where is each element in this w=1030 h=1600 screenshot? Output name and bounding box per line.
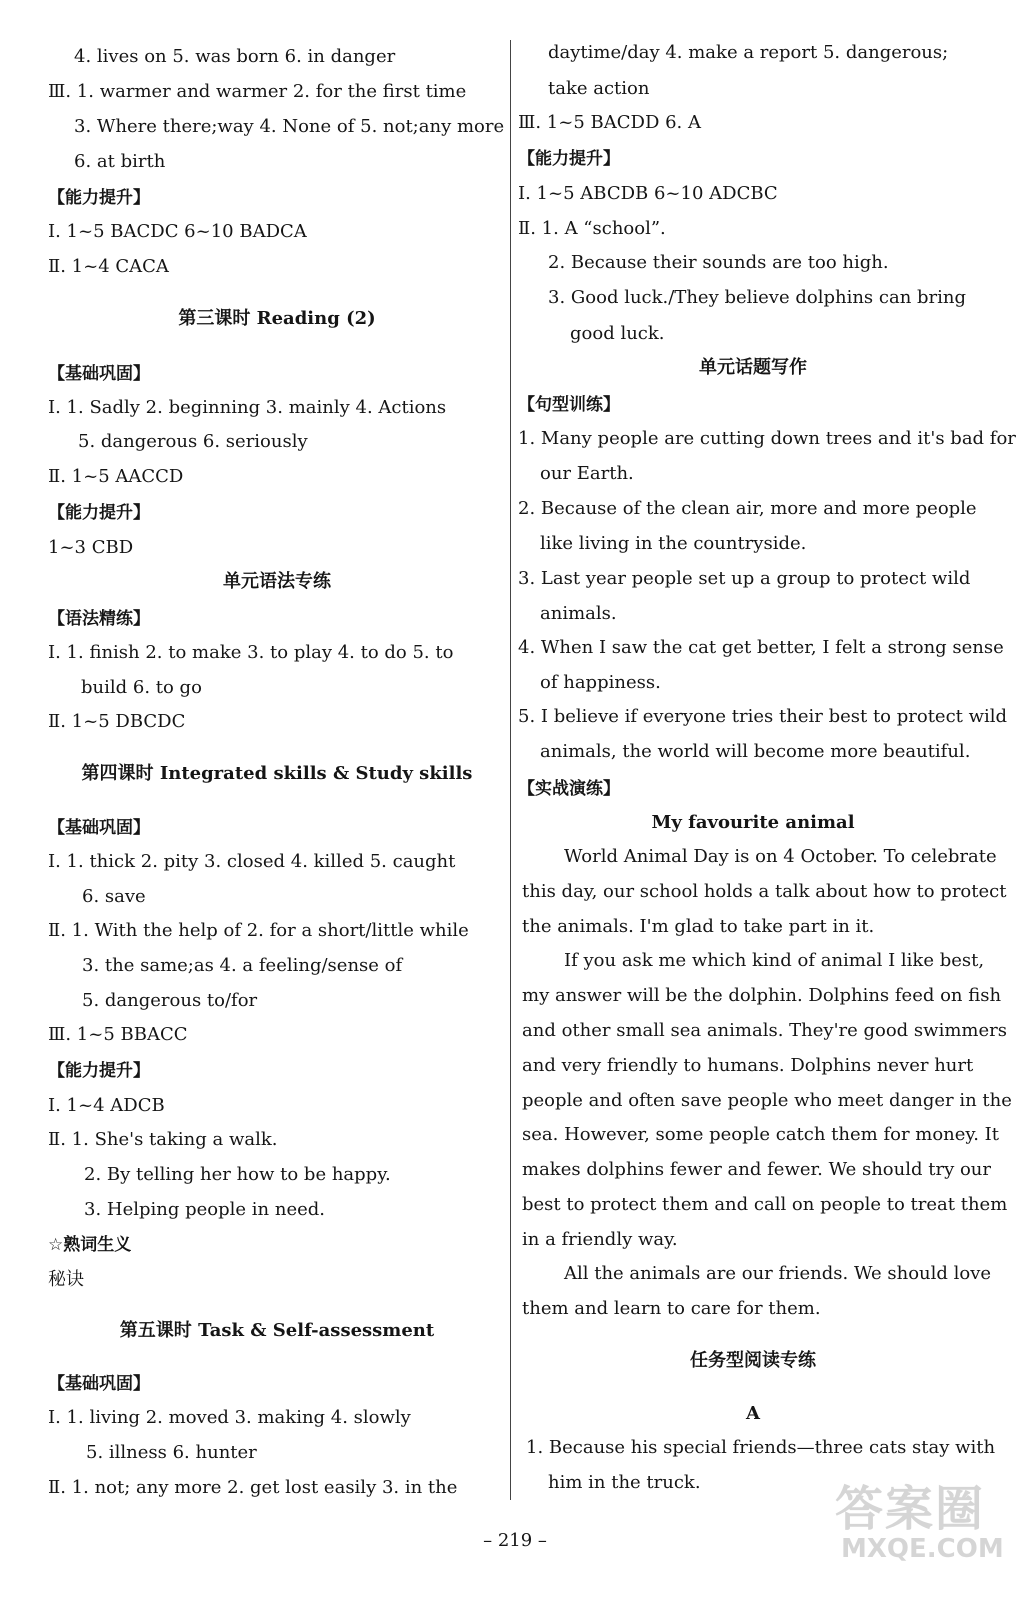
text-line: Ⅱ. 1. With the help of 2. for a short/little while: [48, 920, 469, 941]
text-line: 【语法精练】: [48, 609, 150, 629]
text-line: makes dolphins fewer and fewer. We should try our: [522, 1159, 992, 1180]
text-line: 3. Last year people set up a group to protect wild: [518, 568, 971, 589]
text-line: of happiness.: [540, 672, 661, 693]
text-line: 第五课时 Task & Self-assessment: [119, 1320, 435, 1341]
text-line: 【句型训练】: [518, 395, 620, 415]
text-line: 【能力提升】: [48, 188, 150, 208]
text-line: 4. When I saw the cat get better, I felt a strong sense: [518, 637, 1004, 658]
text-line: 5. dangerous to/for: [82, 990, 258, 1011]
text-line: this day, our school holds a talk about how to protect: [522, 881, 1007, 902]
text-line: sea. However, some people catch them for money. It: [522, 1124, 999, 1145]
text-line: 【能力提升】: [518, 149, 620, 169]
text-line: Ⅱ. 1. She's taking a walk.: [48, 1129, 278, 1150]
text-line: 2. By telling her how to be happy.: [84, 1164, 391, 1185]
text-line: Ⅱ. 1~5 AACCD: [48, 466, 184, 487]
text-line: Ⅰ. 1~4 ADCB: [48, 1095, 165, 1116]
text-line: animals, the world will become more beautiful.: [540, 741, 971, 762]
page-number: – 219 –: [483, 1530, 547, 1551]
text-line: A: [746, 1403, 760, 1424]
text-line: Ⅱ. 1. not; any more 2. get lost easily 3. in the: [48, 1477, 458, 1498]
column-divider: [510, 40, 511, 1500]
text-line: All the animals are our friends. We should love: [564, 1263, 992, 1284]
text-line: Ⅰ. 1~5 ABCDB 6~10 ADCBC: [518, 183, 778, 204]
text-line: Ⅱ. 1~4 CACA: [48, 256, 169, 277]
text-line: and other small sea animals. They're good swimmers: [522, 1020, 1007, 1041]
text-line: World Animal Day is on 4 October. To celebrate: [564, 846, 997, 867]
text-line: people and often save people who meet danger in the: [522, 1090, 1012, 1111]
text-line: take action: [548, 78, 650, 99]
text-line: 【实战演练】: [518, 779, 620, 799]
text-line: 3. Where there;way 4. None of 5. not;any more: [74, 116, 505, 137]
text-line: 1. Many people are cutting down trees and it's bad for: [518, 428, 1016, 449]
text-line: 4. lives on 5. was born 6. in danger: [74, 46, 396, 67]
text-line: 3. the same;as 4. a feeling/sense of: [82, 955, 403, 976]
text-line: 第四课时 Integrated skills & Study skills: [81, 763, 473, 784]
text-line: Ⅱ. 1~5 DBCDC: [48, 711, 186, 732]
text-line: 秘诀: [48, 1269, 84, 1290]
text-line: Ⅲ. 1~5 BBACC: [48, 1024, 188, 1045]
text-line: best to protect them and call on people to treat them: [522, 1194, 1008, 1215]
text-line: the animals. I'm glad to take part in it.: [522, 916, 875, 937]
watermark-logo: [835, 1470, 1005, 1580]
text-line: like living in the countryside.: [540, 533, 807, 554]
text-line: 【基础巩固】: [48, 364, 150, 384]
watermark-url: MXQE.COM: [841, 1534, 1004, 1564]
text-line: Ⅰ. 1. Sadly 2. beginning 3. mainly 4. Actions: [48, 397, 447, 418]
text-line: 5. illness 6. hunter: [86, 1442, 257, 1463]
text-line: 【基础巩固】: [48, 1374, 150, 1394]
text-line: Ⅲ. 1~5 BACDD 6. A: [518, 112, 701, 133]
text-line: them and learn to care for them.: [522, 1298, 821, 1319]
text-line: 1~3 CBD: [48, 537, 134, 558]
text-line: 【能力提升】: [48, 1061, 150, 1081]
text-line: in a friendly way.: [522, 1229, 678, 1250]
text-line: 5. dangerous 6. seriously: [78, 431, 308, 452]
text-line: and very friendly to humans. Dolphins never hurt: [522, 1055, 974, 1076]
text-line: 5. I believe if everyone tries their best to protect wild: [518, 706, 1008, 727]
text-line: my answer will be the dolphin. Dolphins feed on fish: [522, 985, 1002, 1006]
text-line: 2. Because their sounds are too high.: [548, 252, 889, 273]
text-line: animals.: [540, 603, 617, 624]
text-line: 单元语法专练: [223, 571, 331, 592]
text-line: 【能力提升】: [48, 503, 150, 523]
text-line: 单元话题写作: [699, 357, 807, 378]
text-line: 1. Because his special friends—three cats stay with: [526, 1437, 996, 1458]
text-line: daytime/day 4. make a report 5. dangerous;: [548, 42, 949, 63]
text-line: Ⅱ. 1. A “school”.: [518, 218, 666, 239]
text-line: Ⅰ. 1~5 BACDC 6~10 BADCA: [48, 221, 307, 242]
text-line: him in the truck.: [548, 1472, 701, 1493]
text-line: Ⅰ. 1. finish 2. to make 3. to play 4. to do 5. to: [48, 642, 454, 663]
text-line: good luck.: [570, 323, 665, 344]
text-line: our Earth.: [540, 463, 634, 484]
text-line: ☆熟词生义: [48, 1235, 132, 1255]
text-line: 6. save: [82, 886, 146, 907]
text-line: Ⅰ. 1. thick 2. pity 3. closed 4. killed 5. caught: [48, 851, 456, 872]
text-line: 3. Helping people in need.: [84, 1199, 325, 1220]
text-line: 【基础巩固】: [48, 818, 150, 838]
text-line: 2. Because of the clean air, more and more people: [518, 498, 977, 519]
text-line: Ⅰ. 1. living 2. moved 3. making 4. slowly: [48, 1407, 411, 1428]
text-line: If you ask me which kind of animal I like best,: [564, 950, 985, 971]
text-line: build 6. to go: [81, 677, 202, 698]
text-line: My favourite animal: [651, 812, 855, 833]
text-line: 第三课时 Reading (2): [178, 308, 376, 329]
text-line: 6. at birth: [74, 151, 166, 172]
watermark-text: 答案圈: [835, 1481, 986, 1537]
text-line: 任务型阅读专练: [690, 1350, 816, 1371]
text-line: Ⅲ. 1. warmer and warmer 2. for the first time: [48, 81, 467, 102]
text-line: 3. Good luck./They believe dolphins can bring: [548, 287, 967, 308]
